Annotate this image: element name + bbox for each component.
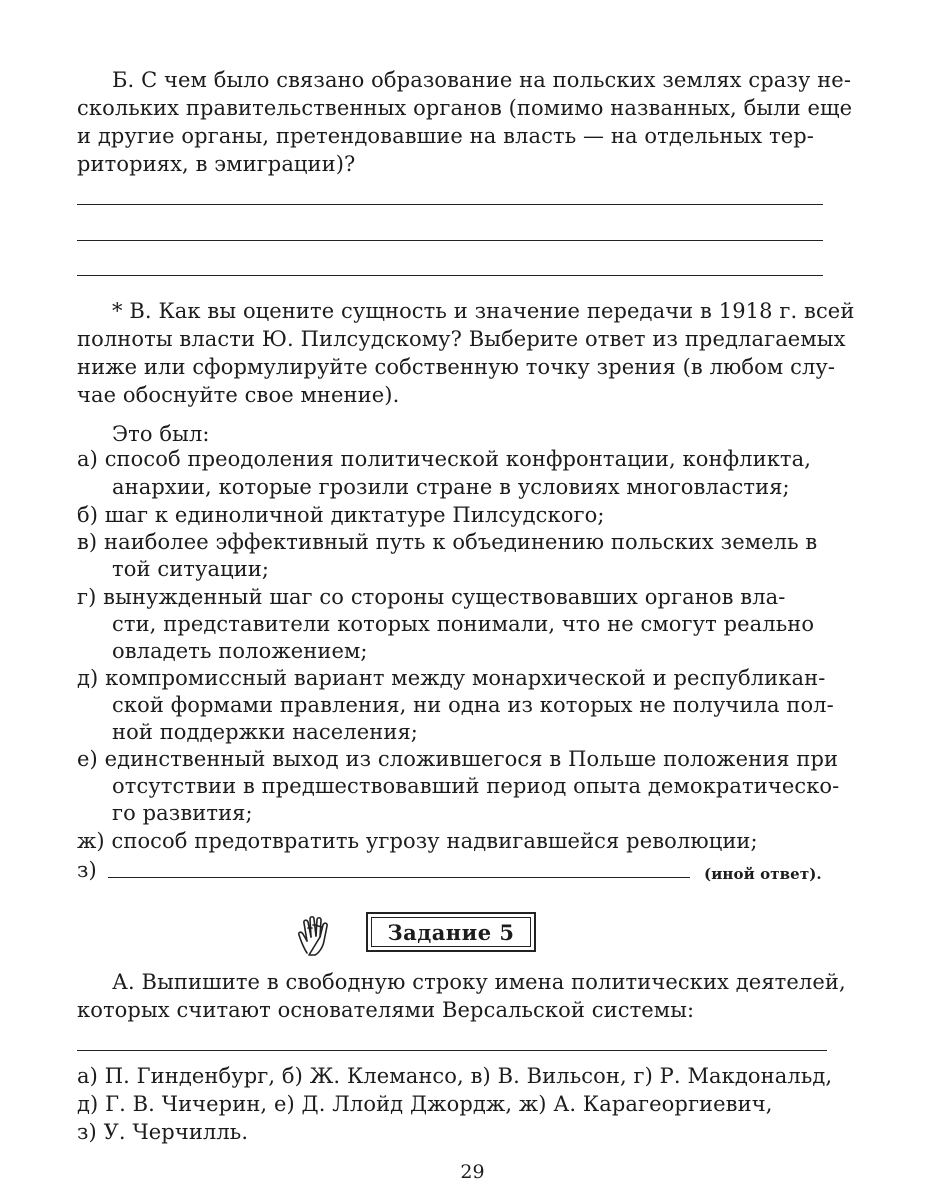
text-line: полноты власти Ю. Пилсудскому? Выберите ответ из предлагаемых bbox=[77, 327, 846, 351]
text-line: Б. С чем было связано образование на польских землях сразу не- bbox=[112, 68, 852, 92]
answer-line[interactable] bbox=[77, 1050, 827, 1051]
text-line: * В. Как вы оцените сущность и значение передачи в 1918 г. всей bbox=[112, 299, 855, 323]
hand-icon bbox=[295, 913, 341, 959]
option-other-label: з) bbox=[77, 858, 97, 882]
other-answer-line[interactable] bbox=[108, 877, 690, 878]
option-item: той ситуации; bbox=[112, 557, 270, 581]
text-line: и другие органы, претендовавшие на власть — на отдельных тер- bbox=[77, 124, 814, 148]
option-item: е) единственный выход из сложившегося в Польше положения при bbox=[77, 747, 839, 771]
names-line: а) П. Гинденбург, б) Ж. Клемансо, в) В. Вильсон, г) Р. Макдональд, bbox=[77, 1064, 833, 1088]
option-item: г) вынужденный шаг со стороны существовавших органов вла- bbox=[77, 585, 786, 609]
option-item: сти, представители которых понимали, что не смогут реально bbox=[112, 612, 815, 636]
option-item: а) способ преодоления политической конфронтации, конфликта, bbox=[77, 447, 812, 471]
names-line: з) У. Черчилль. bbox=[77, 1120, 249, 1144]
text-line: ниже или сформулируйте собственную точку зрения (в любом слу- bbox=[77, 355, 836, 379]
answer-line[interactable] bbox=[77, 275, 823, 276]
text-line: которых считают основателями Версальской системы: bbox=[77, 998, 695, 1022]
option-item: б) шаг к единоличной диктатуре Пилсудского; bbox=[77, 503, 605, 527]
options-intro: Это был: bbox=[112, 422, 210, 446]
text-line: А. Выпишите в свободную строку имена политических деятелей, bbox=[112, 970, 846, 994]
option-item: ной поддержки населения; bbox=[112, 720, 418, 744]
task-5-title: Задание 5 bbox=[371, 917, 531, 947]
text-line: риториях, в эмиграции)? bbox=[77, 152, 356, 176]
text-line: скольких правительственных органов (помимо названных, были еще bbox=[77, 96, 853, 120]
option-item: го развития; bbox=[112, 801, 253, 825]
names-line: д) Г. В. Чичерин, е) Д. Ллойд Джордж, ж) А. Карагеоргиевич, bbox=[77, 1092, 773, 1116]
option-item: ской формами правления, ни одна из которых не получила пол- bbox=[112, 693, 834, 717]
option-item: ж) способ предотвратить угрозу надвигавшейся революции; bbox=[77, 829, 758, 853]
answer-line[interactable] bbox=[77, 240, 823, 241]
task-5-header bbox=[366, 912, 536, 952]
option-item: овладеть положением; bbox=[112, 639, 368, 663]
option-item: д) компромиссный вариант между монархической и республикан- bbox=[77, 666, 826, 690]
page-number: 29 bbox=[460, 1161, 485, 1183]
option-item: анархии, которые грозили стране в условиях многовластия; bbox=[112, 475, 790, 499]
option-item: в) наиболее эффективный путь к объединению польских земель в bbox=[77, 530, 818, 554]
other-answer-note: (иной ответ). bbox=[704, 865, 822, 883]
answer-line[interactable] bbox=[77, 204, 823, 205]
text-line: чае обоснуйте свое мнение). bbox=[77, 383, 400, 407]
option-item: отсутствии в предшествовавший период опыта демократическо- bbox=[112, 774, 840, 798]
